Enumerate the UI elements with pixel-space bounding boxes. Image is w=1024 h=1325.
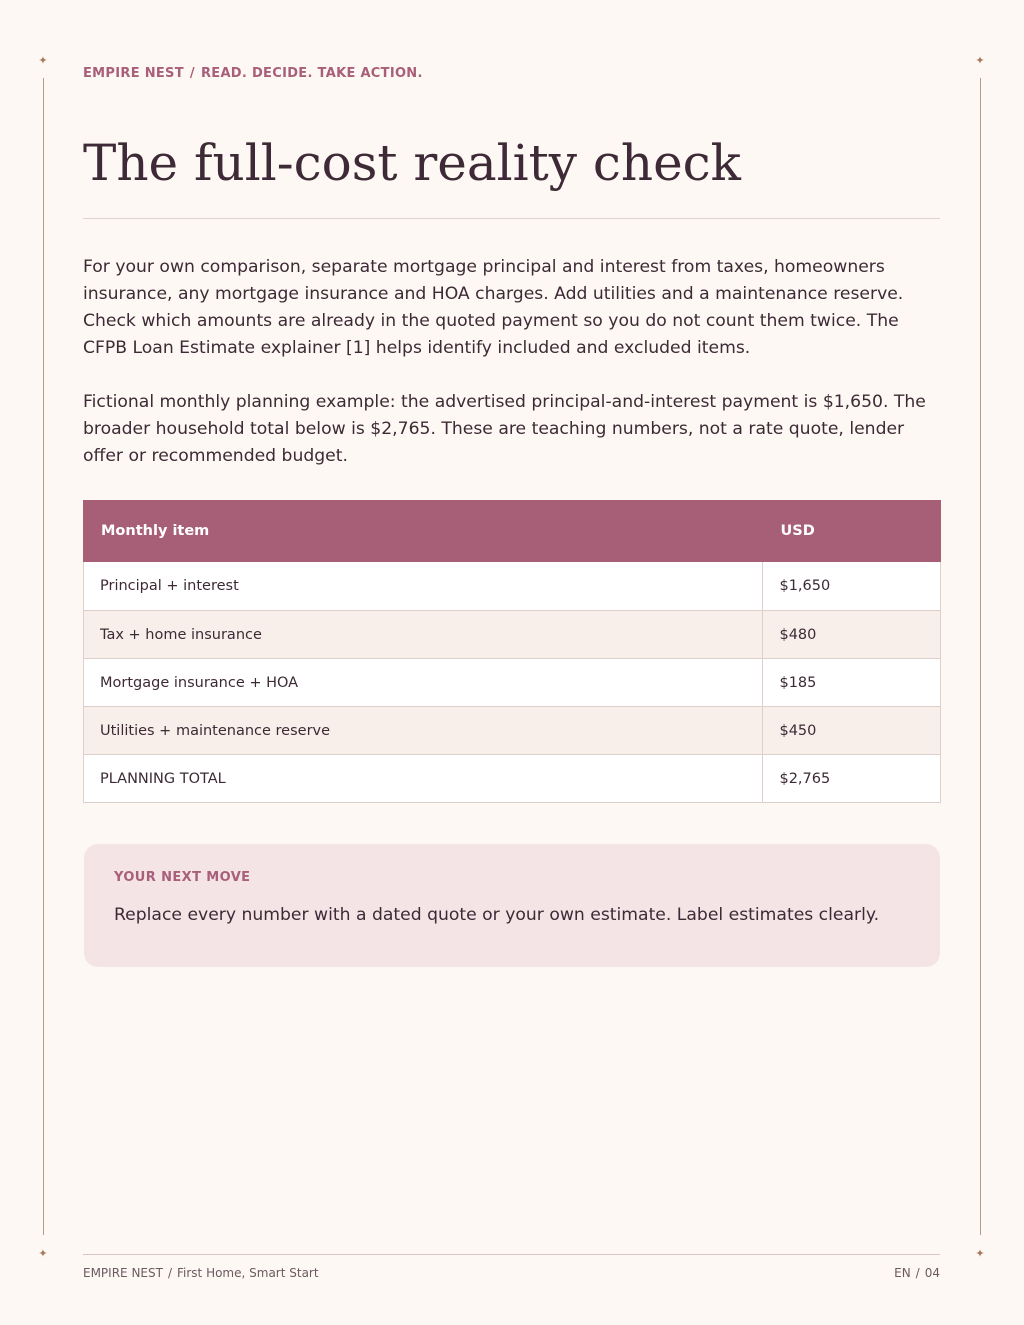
table-row <box>84 611 941 659</box>
cell-usd: $1,650 <box>763 562 941 611</box>
page-number: 04 <box>924 1266 940 1280</box>
sparkle-icon: ✦ <box>975 54 985 67</box>
column-header-item: Monthly item <box>84 501 763 562</box>
kicker-brand: EMPIRE NEST <box>83 66 184 81</box>
footer-divider <box>83 1254 940 1255</box>
footer-page-info <box>894 1266 940 1280</box>
cell-item: Utilities + maintenance reserve <box>84 707 763 755</box>
monthly-cost-table <box>83 500 941 803</box>
cell-item: Mortgage insurance + HOA <box>84 659 763 707</box>
footer-language: EN <box>894 1266 911 1280</box>
footer-publication-title: First Home, Smart Start <box>177 1266 319 1280</box>
sparkle-icon: ✦ <box>38 1247 48 1260</box>
table-row <box>84 659 941 707</box>
sparkle-icon: ✦ <box>975 1247 985 1260</box>
page-title: The full-cost reality check <box>83 134 741 192</box>
table-header-row <box>84 501 941 562</box>
page-kicker <box>83 66 423 81</box>
cell-usd: $2,765 <box>763 755 941 803</box>
table-row-total <box>84 755 941 803</box>
right-border-line <box>980 78 981 1235</box>
sparkle-icon: ✦ <box>38 54 48 67</box>
footer-brand: EMPIRE NEST <box>83 1266 163 1280</box>
example-paragraph: Fictional monthly planning example: the advertised principal-and-interest payment is $1,650. The broader household total below is $2,765. These are teaching numbers, not a rate quote, lender offer or recommended budget. <box>83 392 926 466</box>
cell-usd: $480 <box>763 611 941 659</box>
callout-label: YOUR NEXT MOVE <box>114 870 251 885</box>
intro-paragraph: For your own comparison, separate mortgage principal and interest from taxes, homeowners insurance, any mortgage insurance and HOA charges. Add utilities and a maintenance reserve. Check which amounts are already in the quoted payment so you do not count them twice. The CFPB Loan Estimate explainer [1] helps identify included and excluded items. <box>83 257 904 358</box>
table-row <box>84 707 941 755</box>
footer-separator: / <box>915 1266 920 1280</box>
title-divider <box>83 218 940 219</box>
footer-publication <box>83 1266 319 1280</box>
left-border-line <box>43 78 44 1235</box>
table-row <box>84 562 941 611</box>
next-move-callout <box>84 844 940 967</box>
kicker-tagline: READ. DECIDE. TAKE ACTION. <box>200 66 423 81</box>
callout-text: Replace every number with a dated quote or your own estimate. Label estimates clearly. <box>114 905 880 925</box>
column-header-usd: USD <box>763 501 941 562</box>
cell-usd: $450 <box>763 707 941 755</box>
cell-item: Principal + interest <box>84 562 763 611</box>
kicker-separator: / <box>189 66 195 81</box>
cell-usd: $185 <box>763 659 941 707</box>
cell-item: PLANNING TOTAL <box>84 755 763 803</box>
cell-item: Tax + home insurance <box>84 611 763 659</box>
footer-separator: / <box>167 1266 172 1280</box>
